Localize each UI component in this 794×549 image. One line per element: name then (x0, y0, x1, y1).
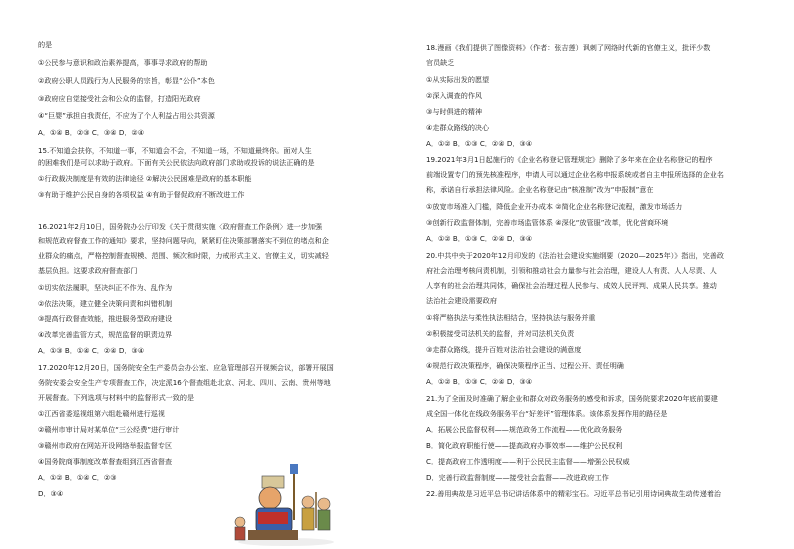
person-icon (302, 496, 314, 508)
question-18: 18.漫画《我们提供了图像资料》（作者：张吉莲）讽刺了网络时代新的官僚主义，批评少数 (426, 43, 711, 52)
option-line: ③创新行政监督体制，完善市场监管体系 ④深化“放管服”改革，优化营商环境 (426, 218, 669, 227)
question-17: 17.2020年12月20日，国务院安全生产委员会办公室、应急管理部召开视频会议，部署开展国 (38, 363, 334, 372)
option-line: C．提高政府工作透明度——利于公民民主监督——增强公民权威 (426, 457, 630, 466)
option-line: ②依法决策，建立健全决策问责和纠错机制 (38, 299, 173, 308)
text-line: 的是 (38, 40, 53, 49)
option-line: ①公民参与意识和政治素养提高，事事寻求政府的帮助 (38, 58, 208, 67)
option-line: ②赣州市审计局对某单位“三公经费”进行审计 (38, 425, 180, 434)
official-figure-icon (259, 487, 281, 509)
option-line: ①放宽市场准入门槛，降低企业开办成本 ②简化企业名称登记流程，激发市场活力 (426, 202, 683, 211)
person-icon (318, 498, 330, 510)
option-line: ④规范行政决策程序，确保决策程序正当、过程公开、责任明确 (426, 361, 624, 370)
answer-choices: A．①② B．①③ C．②④ D．③④ (426, 377, 533, 386)
question-21: 21.为了全面及时准确了解企业和群众对政务服务的感受和诉求，国务院要求2020年底前要建 (426, 394, 718, 403)
answer-choices: A．①② B．①③ C．②④ D．③④ (426, 139, 533, 148)
option-line: ④走群众路线的决心 (426, 123, 490, 132)
option-line: ③走群众路线，提升百姓对法治社会建设的满意度 (426, 345, 582, 354)
raised-object-icon (290, 464, 298, 474)
option-line: ②积极接受司法机关的监督，并对司法机关负责 (426, 329, 575, 338)
option-line: ③赣州市政府在网站开设网络举报监督专区 (38, 441, 173, 450)
option-line: ③有助于维护公民自身的各项权益 ④有助于督促政府不断改进工作 (38, 190, 245, 199)
text-line: 务院安委会安全生产专项督查工作，决定派16个督查组赴北京、河北、四川、云南、贵州等地 (38, 378, 331, 387)
question-20: 20.中共中央于2020年12月印发的《法治社会建设实施纲要（2020—2025年）》指出，完善政 (426, 251, 724, 260)
answer-choice-d: D．③④ (38, 489, 64, 498)
text-line: 业群众的痛点，严格控制督查规模、范围、频次和时限，力戒形式主义、官僚主义，切实减轻 (38, 251, 329, 260)
option-line: ②深入调查的作风 (426, 91, 483, 100)
option-line: A．拓展公民监督权利——规范政务工作流程——优化政务服务 (426, 425, 623, 434)
text-line: 开展督查。下列选项与材料中的监督形式一致的是 (38, 393, 195, 402)
option-line: ④改革完善监管方式，规范监督的职责边界 (38, 330, 173, 339)
text-line: 基层负担。这要求政府督查部门 (38, 266, 138, 275)
question-15: 15.不知道会扶你，不知道一事，不知道会不会，不知道一场，不知道最终你。面对人生 (38, 146, 312, 155)
answer-choices: A．①③ B．①④ C．②④ D．③④ (38, 346, 145, 355)
answer-choices: A．①② B．①④ C．②③ (38, 473, 117, 482)
option-line: ①行政裁决制度是有效的法律途径 ②解决公民困难是政府的基本职能 (38, 174, 252, 183)
text-line: 的困难我们是可以求助于政府。下面有关公民依法向政府部门求助或投诉的说法正确的是 (38, 158, 315, 167)
cartoon-illustration (232, 462, 340, 546)
text-line: 府社会治理考核问责机制，引领和推动社会力量参与社会治理，建设人人有责、人人尽责、人 (426, 266, 717, 275)
option-line: ③与时俱进的精神 (426, 107, 483, 116)
question-22: 22.善用典故是习近平总书记讲话体系中的精彩宝石。习近平总书记引用诗词典故生动传递着治 (426, 489, 722, 498)
option-line: B．简化政府职能行使——提高政府办事效率——维护公民权利 (426, 441, 623, 450)
text-line: 法治社会建设需要政府 (426, 296, 497, 305)
answer-choices: A．①④ B．②③ C．③④ D．②④ (38, 128, 145, 137)
option-line: D．完善行政监督制度——接受社会监督——改进政府工作 (426, 473, 609, 482)
option-line: ①切实依法履职，坚决纠正不作为、乱作为 (38, 283, 173, 292)
option-line: ④国务院商事制度改革督查组到江西省督查 (38, 457, 173, 466)
option-line: ①将严格执法与柔性执法相结合，坚持执法与服务并重 (426, 313, 596, 322)
text-line: 官员缺乏 (426, 58, 455, 67)
text-line: 前端设置专门的预先核准程序，申请人可以通过企业名称申报系统或者自主申报所选择的企业名 (426, 170, 724, 179)
option-line: ④“巨婴”承担自我责任，不应为了个人利益占用公共资源 (38, 111, 215, 120)
text-line: 人享有的社会治理共同体，确保社会治理过程人民参与、成效人民评判、成果人民共享。推动 (426, 281, 717, 290)
text-line: 成全国一体化在线政务服务平台“好差评”管理体系。该体系发挥作用的路径是 (426, 409, 668, 418)
option-line: ①从实际出发的愿望 (426, 75, 490, 84)
question-19: 19.2021年3月1日起施行的《企业名称登记管理规定》删除了多年来在企业名称登记的程序 (426, 155, 713, 164)
answer-choices: A．①② B．①③ C．②④ D．③④ (426, 234, 533, 243)
option-line: ③提高行政督查效能，推进服务型政府建设 (38, 314, 173, 323)
option-line: ②政府公职人员践行为人民服务的宗旨，彰显“公仆”本色 (38, 76, 215, 85)
option-line: ①江西省委巡视组第六组赴赣州进行巡视 (38, 409, 165, 418)
question-16: 16.2021年2月10日，国务院办公厅印发《关于贯彻实施〈政府督查工作条例〉进一步加强 (38, 222, 323, 231)
text-line: 称，承诺自行承担法律风险。企业名称登记由“核准制”改为“申报制”意在 (426, 185, 654, 194)
person-icon (235, 517, 245, 527)
text-line: 和规范政府督查工作的通知》要求，坚持问题导向，紧紧盯住决策部署落实不到位的堵点和企 (38, 236, 329, 245)
option-line: ③政府应自觉接受社会和公众的监督，打造阳光政府 (38, 94, 201, 103)
